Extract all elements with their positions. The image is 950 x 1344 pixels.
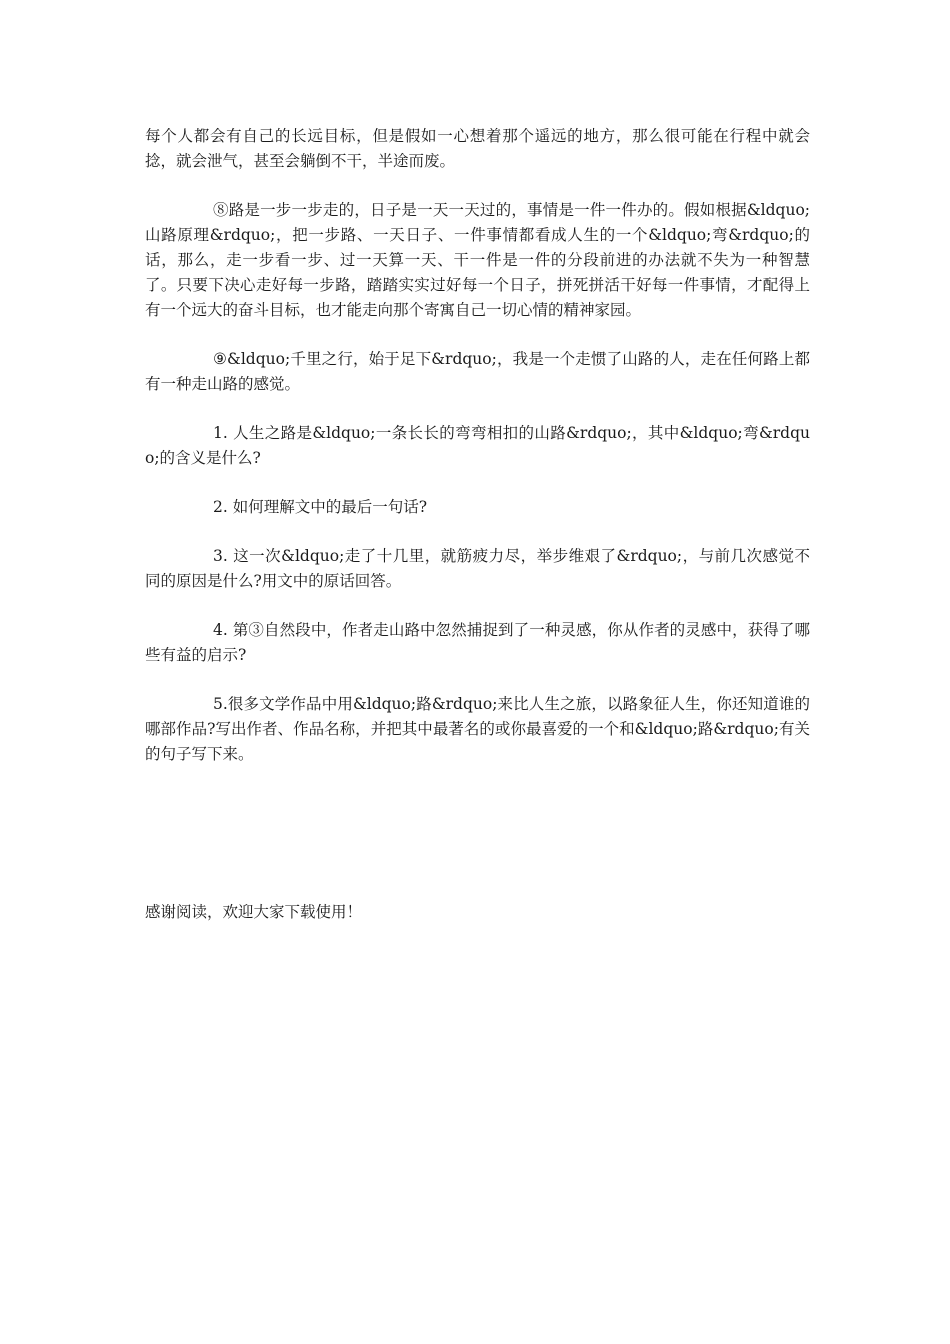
question-1: 1. 人生之路是&ldquo;一条长长的弯弯相扣的山路&rdquo;，其中&ldquo;弯&rdquo;的含义是什么?: [145, 424, 810, 467]
paragraph-9: ⑨&ldquo;千里之行，始于足下&rdquo;，我是一个走惯了山路的人，走在任何路上都有一种走山路的感觉。: [145, 350, 810, 393]
paragraph-intro: 每个人都会有自己的长远目标，但是假如一心想着那个遥远的地方，那么很可能在行程中就会捻，就会泄气，甚至会躺倒不干，半途而废。: [145, 127, 810, 170]
paragraph-8: ⑧路是一步一步走的，日子是一天一天过的，事情是一件一件办的。假如根据&ldquo;山路原理&rdquo;，把一步路、一天日子、一件事情都看成人生的一个&ldquo;弯&rdquo;的话，那么，走一步看一步、过一天算一天、干一件是一件的分段前进的办法就不失为一种智慧了。只要下决心走好每一步路，踏踏实实过好每一个日子，拼死拼活干好每一件事情，才配得上有一个远大的奋斗目标，也才能走向那个寄寓自己一切心情的精神家园。: [145, 201, 810, 319]
document-body: [145, 124, 810, 767]
question-5: 5.很多文学作品中用&ldquo;路&rdquo;来比人生之旅，以路象征人生，你还知道谁的哪部作品?写出作者、作品名称，并把其中最著名的或你最喜爱的一个和&ldquo;路&rdquo;有关的句子写下来。: [145, 695, 810, 763]
question-2: 2. 如何理解文中的最后一句话?: [213, 498, 428, 516]
question-4: 4. 第③自然段中，作者走山路中忽然捕捉到了一种灵感，你从作者的灵感中，获得了哪些有益的启示?: [145, 621, 810, 664]
closing-note: 感谢阅读，欢迎大家下载使用！: [145, 903, 363, 921]
question-3: 3. 这一次&ldquo;走了十几里，就筋疲力尽，举步维艰了&rdquo;，与前几次感觉不同的原因是什么?用文中的原话回答。: [145, 547, 810, 590]
